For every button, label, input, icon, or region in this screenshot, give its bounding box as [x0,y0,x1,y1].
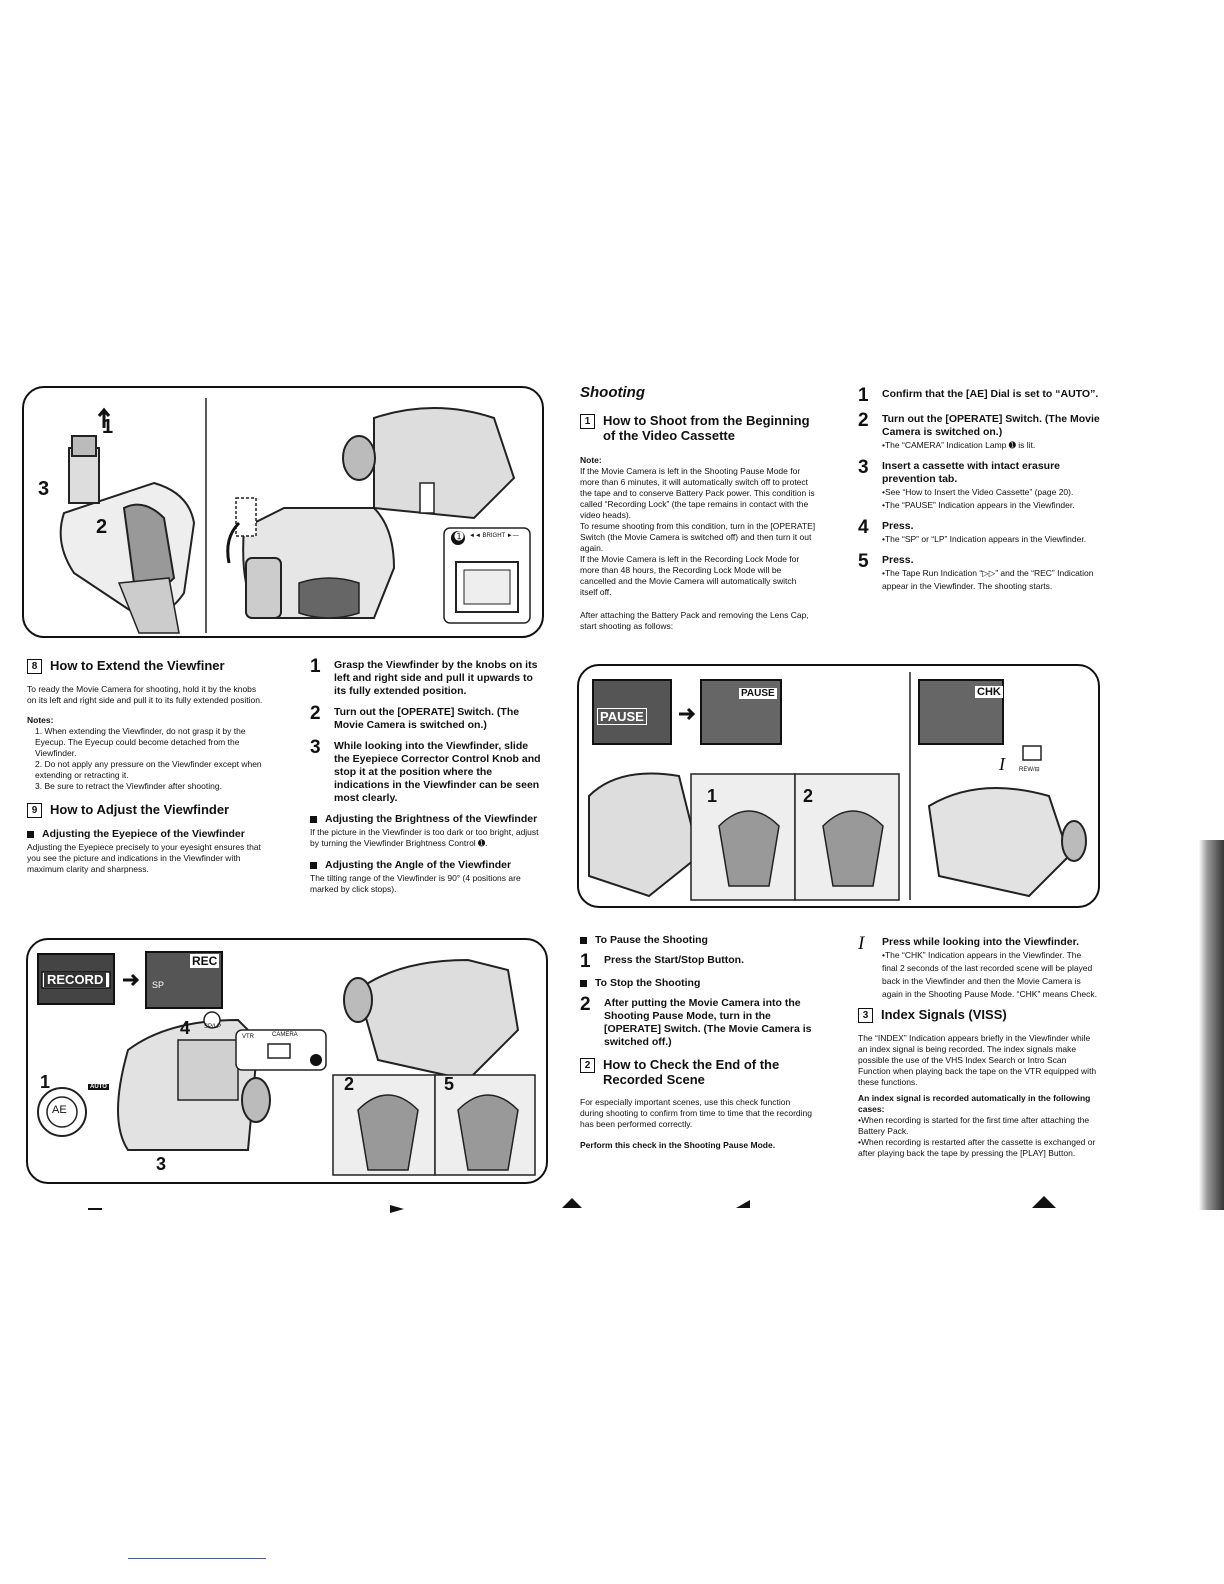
camera-label: CAMERA [272,1032,298,1038]
section-title-text: How to Check the End of the Recorded Scene [603,1057,780,1087]
step-text: Grasp the Viewfinder by the knobs on its left and right side and pull it upwards to its fully extended position. [334,659,538,697]
edge-noise [1182,840,1224,1210]
section-title-text: Index Signals (VISS) [881,1007,1007,1022]
step-sub: •The “SP” or “LP” Indication appears in the Viewfinder. [882,534,1087,544]
registration-mark [390,1205,404,1213]
stop-heading [580,977,816,989]
figure-label-i: I [999,754,1005,774]
step-number: I [858,933,865,954]
note-title: Note: [580,455,602,465]
brightness-control-badge-icon: ➊ [454,531,464,543]
section-shooting [580,384,816,632]
step-text-main: Press. [882,520,914,532]
step-number: 2 [310,703,321,724]
pause-indication-2: PAUSE [741,688,775,699]
pause-heading [580,934,816,946]
bullet-square-icon [310,816,317,823]
brightness-heading-text: Adjusting the Brightness of the Viewfinder [325,813,538,825]
step-sub: •The “CAMERA” Indication Lamp ➊ is lit. [882,440,1036,450]
step-text [882,458,1103,512]
figure-label-2: 2 [344,1074,355,1094]
section-title-text: How to Shoot from the Beginning of the Video Cassette [603,413,810,443]
section-number: 3 [858,1008,873,1023]
step-sub: •See “How to Insert the Video Cassette” (page 20). [882,487,1074,497]
check-text: For especially important scenes, use this check function during shooting to confirm from time to time that the recording has been performed correctly. [580,1097,812,1129]
registration-mark [88,1208,102,1210]
section-title-text: How to Adjust the Viewfinder [50,802,230,817]
step-number: 3 [858,457,869,478]
step-sub: •The “PAUSE” Indication appears in the Viewfinder. [882,500,1075,510]
figure-label-1: 1 [707,786,718,806]
shooting-title [580,413,816,443]
brightness-text: If the picture in the Viewfinder is too dark or too bright, adjust by turning the Viewfinder Brightness Control ➊. [310,827,539,848]
intro-text: To ready the Movie Camera for shooting, hold it by the knobs on its left and right side and pull it to its fully extended position. [27,684,263,705]
pause-heading-text: To Pause the Shooting [595,934,708,946]
step-text: Press the Start/Stop Button. [604,954,745,966]
angle-text: The tilting range of the Viewfinder is 90° (4 positions are marked by click stops). [310,873,521,894]
check-bold: Perform this check in the Shooting Pause Mode. [580,1140,776,1150]
eyepiece-heading [27,828,267,840]
step-text: After putting the Movie Camera into the Shooting Pause Mode, turn in the [OPERATE] Switch. (The Movie Camera is switched off.) [604,997,812,1048]
figure-pause-check [577,664,1100,908]
pause-indication-1: PAUSE [597,708,647,725]
note-3: 3. Be sure to retract the Viewfinder after shooting. [35,781,222,791]
figure-label-1: 1 [102,416,114,438]
step-number: 3 [310,737,321,758]
index-title [858,1007,1098,1023]
figure-label-2: 2 [96,516,108,538]
step-number: 1 [580,951,591,972]
splp-label: SP/LP [204,1024,222,1030]
adjust-steps [310,657,545,895]
section-extend-viewfinder [27,658,267,875]
step-number: 2 [858,410,869,431]
step-number: 1 [310,656,321,677]
registration-mark [562,1198,582,1208]
index-case-1: •When recording is started for the first time after attaching the Battery Pack. [858,1115,1090,1136]
figure-recording [26,938,548,1184]
section-number: 9 [27,803,42,818]
ae-dial-label: AE [52,1104,67,1116]
eyepiece-heading-text: Adjusting the Eyepiece of the Viewfinder [42,828,245,840]
step-text-main: Insert a cassette with intact erasure prevention tab. [882,460,1060,485]
step-text-main: Press. [882,554,914,566]
pause-step-1 [580,952,816,971]
step-text [882,386,1098,405]
index-bold: An index signal is recorded automatically in the following cases: [858,1093,1091,1114]
step-sub: •The Tape Run Indication “▷▷” and the “REC” Indication appear in the Viewfinder. The shooting starts. [882,568,1094,591]
section-title [27,658,267,674]
step-number: 2 [580,994,591,1015]
section-title-text: How to Extend the Viewfiner [50,658,225,673]
section-number: 8 [27,659,42,674]
step-text [882,552,1103,593]
stop-step-2 [580,995,816,1049]
step-text-main: Confirm that the [AE] Dial is set to “AUTO”. [882,388,1099,400]
step-text: Turn out the [OPERATE] Switch. (The Movie Camera is switched on.) [334,706,520,731]
eyepiece-text: Adjusting the Eyepiece precisely to your eyesight ensures that you see the picture and indications in the Viewfinder with maximum clarity and sharpness. [27,842,261,874]
note-para-2: To resume shooting from this condition, turn in the [OPERATE] Switch (the Movie Camera is switched off) and then turn it out again. [580,521,816,553]
shooting-step-5 [858,552,1103,593]
registration-mark [736,1200,750,1208]
step-number: 5 [858,551,869,572]
step-text [882,411,1103,452]
angle-heading [310,859,545,871]
adjust-step-2 [310,704,545,732]
note-2: 2. Do not apply any pressure on the Viewfinder except when extending or retracting it. [35,759,262,780]
footer-rule [128,1558,266,1559]
shooting-step-4 [858,518,1103,546]
figure-label-5: 5 [444,1074,455,1094]
bullet-square-icon [580,937,587,944]
section-index [858,934,1098,1159]
figure-label-4: 4 [180,1018,191,1038]
index-text: The “INDEX” Indication appears briefly in the Viewfinder while an index signal is being recorded. The index signals make possible the use of the VHS Index Search or Intro Scan Function when playing back the tape on the VTR equipped with these functions. [858,1033,1097,1087]
registration-mark [1032,1196,1056,1208]
chk-indication: CHK [977,686,1001,698]
bullet-square-icon [27,831,34,838]
adjust-step-3 [310,738,545,805]
angle-heading-text: Adjusting the Angle of the Viewfinder [325,859,512,871]
after-text: After attaching the Battery Pack and removing the Lens Cap, start shooting as follows: [580,610,809,631]
step-text [882,934,1098,1001]
vtr-label: VTR [242,1034,254,1040]
step-number: 4 [858,517,869,538]
rec-indication: REC [192,954,218,968]
auto-label: AUTO [90,1084,107,1090]
index-case-2: •When recording is restarted after the cassette is exchanged or after playing back the tape by pressing the [PLAY] Button. [858,1137,1096,1158]
shooting-steps [858,386,1103,599]
brightness-heading [310,813,545,825]
figure-label-2: 2 [803,786,814,806]
step-text: While looking into the Viewfinder, slide the Eyepiece Corrector Control Knob and stop it at the position where the indications in the Viewfinder can be seen most clearly. [334,740,541,804]
bullet-square-icon [580,980,587,987]
note-para-3: If the Movie Camera is left in the Recording Lock Mode for more than 48 hours, the Recording Lock Mode will be cancelled and the Movie Camera will automatically switch itself off. [580,554,800,597]
adjust-step-1 [310,657,545,698]
note-1: 1. When extending the Viewfinder, do not grasp it by the Eyecup. The Eyecup could become detached from the Viewfinder. [35,726,246,758]
shooting-heading: Shooting [580,384,645,401]
shooting-step-2 [858,411,1103,452]
bullet-square-icon [310,862,317,869]
step-text [882,518,1086,546]
step-text-main: Press while looking into the Viewfinder. [882,936,1080,948]
section-number: 2 [580,1058,595,1073]
rew-label: REW/⊟ [1019,767,1040,773]
bright-label: ◄◄ BRIGHT ►— [469,533,519,539]
step-sub: •The “CHK” Indication appears in the Viewfinder. The final 2 seconds of the last recorded scene will be played back in the Viewfinder and then the Movie Camera is again in the Shooting Pause Mode. “CHK” means Check. [882,950,1097,999]
note-para-1: If the Movie Camera is left in the Shooting Pause Mode for more than 6 minutes, it will automatically switch off to protect the tape and to conserve Battery Pack power. This condition is called “Recording Lock” (the tape remains in contact with the video heads). [580,466,815,520]
section-adjust-title [27,802,267,818]
record-indication: RECORD [44,972,106,987]
step-number: 1 [858,385,869,406]
figure-label-3: 3 [156,1154,167,1174]
figure-label-1: 1 [40,1072,51,1092]
stop-heading-text: To Stop the Shooting [595,977,701,989]
sp-indication: SP [152,980,165,990]
shooting-step-1 [858,386,1103,405]
section-pause [580,934,816,1151]
section-number: 1 [580,414,595,429]
check-title [580,1057,816,1087]
figure-label-3: 3 [38,478,50,500]
press-step [858,934,1098,1001]
figure-extend-viewfinder [22,386,544,638]
step-text-main: Turn out the [OPERATE] Switch. (The Movie Camera is switched on.) [882,413,1100,438]
notes-title: Notes: [27,715,54,725]
shooting-step-3 [858,458,1103,512]
